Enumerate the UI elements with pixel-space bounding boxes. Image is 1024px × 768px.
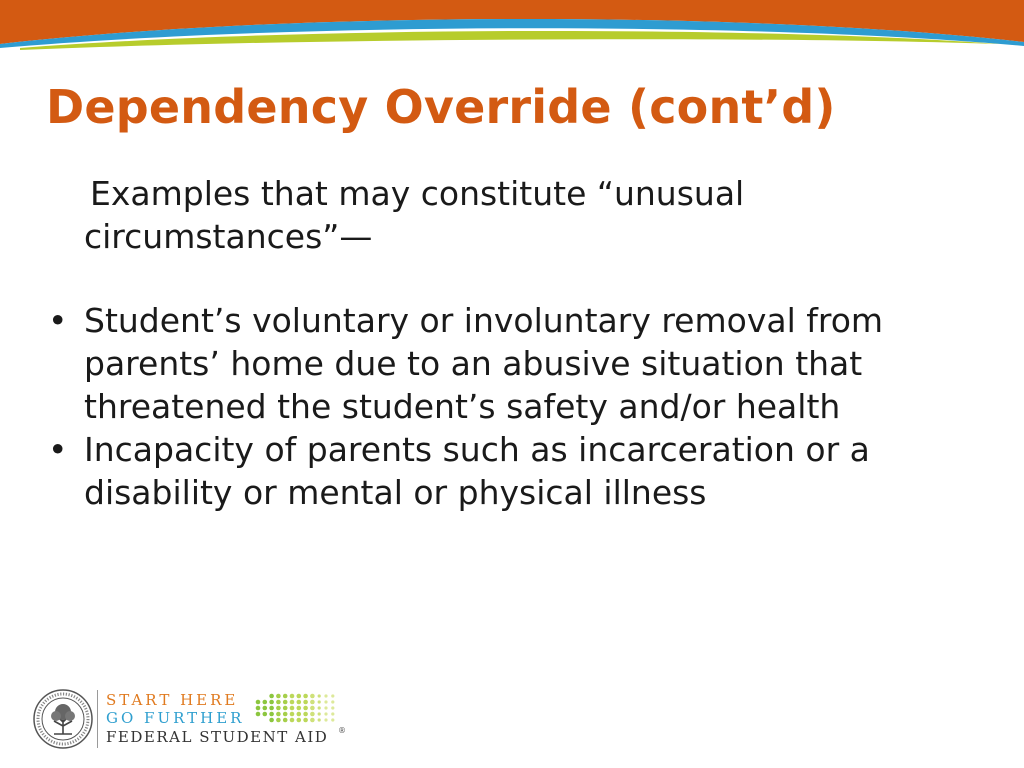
logo-dot (331, 718, 334, 721)
logo-dot (310, 706, 315, 711)
registered-trademark: ® (338, 726, 346, 735)
logo-dot (331, 700, 334, 703)
logo-dot (318, 700, 321, 703)
logo-dot (269, 694, 274, 699)
logo-dot (318, 718, 321, 721)
list-item (44, 428, 974, 514)
logo-dot (283, 700, 288, 705)
logo-dot (290, 694, 295, 699)
logo-dot (297, 700, 302, 705)
logo-dot (303, 694, 308, 699)
logo-divider (97, 690, 98, 748)
logo-dot (283, 706, 288, 711)
slide-body (44, 172, 974, 514)
header-decorative-band (0, 0, 1024, 60)
logo-tagline-start-here: START HERE (106, 691, 239, 709)
logo-dot (310, 718, 315, 723)
logo-dot (310, 712, 315, 717)
logo-dot (276, 718, 281, 723)
logo-dot-grid-icon (254, 692, 338, 724)
logo-dot (290, 712, 295, 717)
logo-dot (276, 694, 281, 699)
logo-dot (290, 718, 295, 723)
logo-dot (290, 700, 295, 705)
logo-dot (303, 718, 308, 723)
slide-title: Dependency Override (cont’d) (46, 80, 836, 134)
intro-text: Examples that may constitute “unusual circumstances”— (84, 174, 745, 256)
logo-dot (310, 700, 315, 705)
logo-dot (318, 694, 321, 697)
logo-dot (276, 706, 281, 711)
logo-dot (331, 706, 334, 709)
logo-dot (263, 706, 268, 711)
logo-dot (276, 712, 281, 717)
logo-dot (269, 700, 274, 705)
logo-dot (290, 706, 295, 711)
logo-federal-student-aid: FEDERAL STUDENT AID (106, 728, 329, 746)
federal-student-aid-logo (32, 688, 352, 752)
logo-dot (256, 700, 261, 705)
logo-dot (318, 712, 321, 715)
logo-dot (297, 718, 302, 723)
logo-dot (324, 694, 327, 697)
logo-dot (256, 712, 261, 717)
logo-dot (324, 706, 327, 709)
logo-dot (269, 706, 274, 711)
logo-dot (324, 700, 327, 703)
logo-dot (256, 706, 261, 711)
logo-dot (269, 712, 274, 717)
logo-dot (283, 694, 288, 699)
logo-dot (283, 712, 288, 717)
logo-dot (310, 694, 315, 699)
list-item-text: Student’s voluntary or involuntary removal from parents’ home due to an abusive situation that threatened the student’s safety and/or health (84, 301, 884, 426)
logo-dot (331, 694, 334, 697)
logo-dot (324, 712, 327, 715)
logo-dot (331, 712, 334, 715)
logo-dot (297, 706, 302, 711)
bullet-icon: • (48, 301, 68, 340)
logo-dot (303, 700, 308, 705)
logo-dot (297, 694, 302, 699)
bullet-icon: • (48, 430, 68, 469)
department-of-education-seal-icon (32, 688, 94, 750)
logo-dot (276, 700, 281, 705)
logo-dot (263, 712, 268, 717)
list-item (44, 299, 974, 428)
logo-tagline-go-further: GO FURTHER (106, 709, 245, 727)
logo-dot (297, 712, 302, 717)
logo-dot (303, 706, 308, 711)
logo-dot (324, 718, 327, 721)
list-item-text: Incapacity of parents such as incarceration or a disability or mental or physical illness (84, 430, 870, 512)
logo-dot (303, 712, 308, 717)
bullet-list (44, 299, 974, 514)
logo-dot (318, 706, 321, 709)
logo-dot (263, 700, 268, 705)
logo-dot (269, 718, 274, 723)
logo-dot (283, 718, 288, 723)
